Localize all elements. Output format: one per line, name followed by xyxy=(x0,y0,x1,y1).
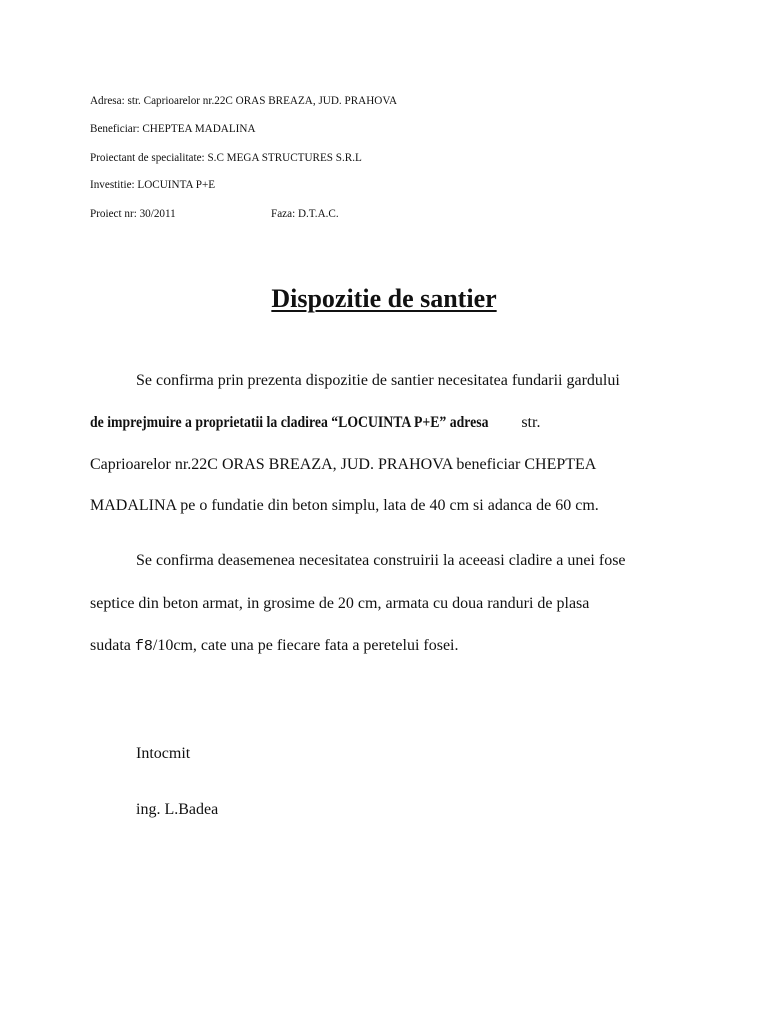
header-phase: Faza: D.T.A.C. xyxy=(271,206,339,220)
header-investment: Investitie: LOCUINTA P+E xyxy=(90,177,216,191)
paragraph1-line1: Se confirma prin prezenta dispozitie de santier necesitatea fundarii gardului xyxy=(136,372,620,389)
rebar-diameter-symbol: f8 xyxy=(134,638,153,655)
paragraph1-line3: Caprioarelor nr.22C ORAS BREAZA, JUD. PRAHOVA beneficiar CHEPTEA xyxy=(90,456,597,473)
signature-name: ing. L.Badea xyxy=(136,801,219,818)
header-designer: Proiectant de specialitate: S.C MEGA STRUCTURES S.R.L xyxy=(90,150,362,164)
signature-label: Intocmit xyxy=(136,745,191,762)
paragraph2-line3 xyxy=(90,636,459,657)
header-project-number: Proiect nr: 30/2011 xyxy=(90,206,176,220)
paragraph2-line1: Se confirma deasemenea necesitatea construirii la aceeasi cladire a unei fose xyxy=(136,552,626,569)
paragraph1-line4: MADALINA pe o fundatie din beton simplu, lata de 40 cm si adanca de 60 cm. xyxy=(90,497,599,514)
paragraph1-bold-text: de imprejmuire a proprietatii la cladirea “LOCUINTA P+E” adresa xyxy=(90,414,489,431)
paragraph2-line3-post: /10cm, cate una pe fiecare fata a peretelui fosei. xyxy=(152,637,459,654)
paragraph2-line2: septice din beton armat, in grosime de 20 cm, armata cu doua randuri de plasa xyxy=(90,595,590,612)
paragraph1-line2 xyxy=(90,413,540,433)
document-title: Dispozitie de santier xyxy=(271,284,497,313)
header-address: Adresa: str. Caprioarelor nr.22C ORAS BREAZA, JUD. PRAHOVA xyxy=(90,93,398,107)
paragraph2-line3-pre: sudata xyxy=(90,637,135,654)
paragraph1-line2-rest: str. xyxy=(517,414,541,431)
header-beneficiary: Beneficiar: CHEPTEA MADALINA xyxy=(90,121,256,135)
